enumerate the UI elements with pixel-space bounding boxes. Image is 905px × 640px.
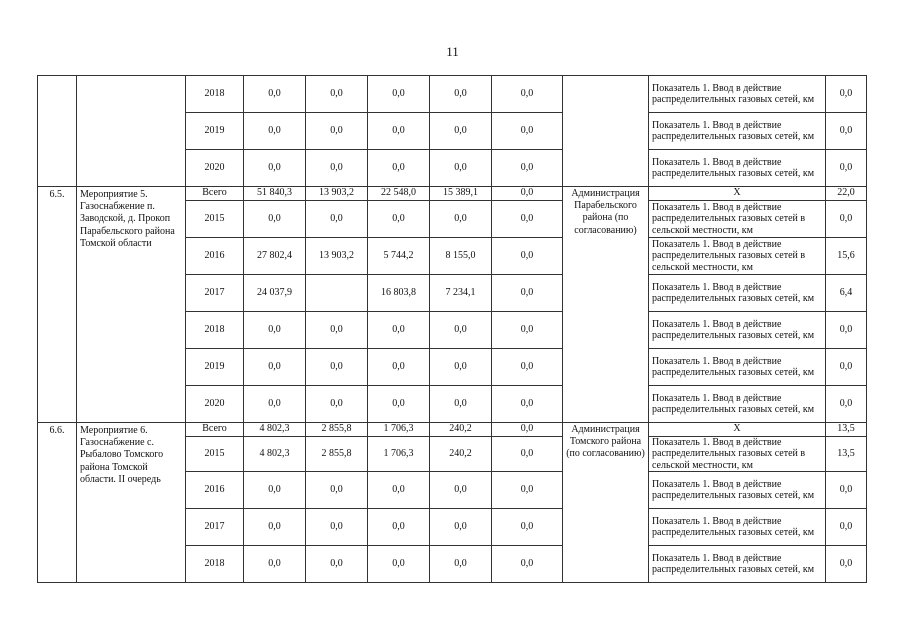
program-table [37,75,867,583]
table-row [38,423,867,437]
value-cell: 0,0 [306,76,368,113]
value-cell: 0,0 [492,312,563,349]
value-cell: 1 706,3 [368,423,430,437]
indicator-value-cell: 0,0 [826,508,867,545]
value-cell: 0,0 [244,545,306,582]
indicator-value-cell: 22,0 [826,187,867,201]
indicator-cell: Х [649,187,826,201]
value-cell: 0,0 [244,386,306,423]
value-cell: 0,0 [244,471,306,508]
value-cell: 0,0 [492,508,563,545]
value-cell [306,275,368,312]
value-cell: 0,0 [306,150,368,187]
indicator-cell: Показатель 1. Ввод в действие распределительных газовых сетей, км [649,312,826,349]
value-cell: 0,0 [306,113,368,150]
year-cell: Всего [186,187,244,201]
item-number-cell [38,76,77,187]
value-cell: 0,0 [244,508,306,545]
value-cell: 0,0 [244,312,306,349]
value-cell: 0,0 [492,471,563,508]
value-cell: 0,0 [430,545,492,582]
value-cell: 2 855,8 [306,423,368,437]
year-cell: 2016 [186,471,244,508]
year-cell: 2019 [186,113,244,150]
indicator-cell: Показатель 1. Ввод в действие распределительных газовых сетей, км [649,471,826,508]
value-cell: 0,0 [244,150,306,187]
value-cell: 0,0 [368,545,430,582]
indicator-cell: Показатель 1. Ввод в действие распределительных газовых сетей, км [649,113,826,150]
indicator-value-cell: 0,0 [826,545,867,582]
year-cell: 2017 [186,275,244,312]
value-cell: 13 903,2 [306,187,368,201]
year-cell: 2015 [186,201,244,238]
value-cell: 0,0 [244,76,306,113]
value-cell: 1 706,3 [368,437,430,472]
year-cell: 2017 [186,508,244,545]
value-cell: 22 548,0 [368,187,430,201]
indicator-cell: Показатель 1. Ввод в действие распределительных газовых сетей, км [649,150,826,187]
indicator-value-cell: 0,0 [826,312,867,349]
value-cell: 0,0 [368,386,430,423]
value-cell: 0,0 [244,113,306,150]
indicator-cell: Показатель 1. Ввод в действие распределительных газовых сетей, км [649,386,826,423]
indicator-cell: Показатель 1. Ввод в действие распределительных газовых сетей, км [649,76,826,113]
year-cell: 2019 [186,349,244,386]
value-cell: 0,0 [492,187,563,201]
value-cell: 24 037,9 [244,275,306,312]
value-cell: 16 803,8 [368,275,430,312]
table-row [38,187,867,201]
value-cell: 0,0 [430,471,492,508]
indicator-cell: Показатель 1. Ввод в действие распределительных газовых сетей, км [649,508,826,545]
responsible-cell [563,76,649,187]
value-cell: 0,0 [492,113,563,150]
value-cell: 0,0 [244,201,306,238]
value-cell: 0,0 [430,201,492,238]
value-cell: 0,0 [430,150,492,187]
indicator-cell: Показатель 1. Ввод в действие распределительных газовых сетей, км [649,349,826,386]
indicator-value-cell: 0,0 [826,150,867,187]
table-row [38,76,867,113]
indicator-value-cell: 13,5 [826,437,867,472]
indicator-value-cell: 15,6 [826,238,867,275]
indicator-value-cell: 0,0 [826,201,867,238]
value-cell: 0,0 [368,471,430,508]
value-cell: 0,0 [492,545,563,582]
value-cell: 0,0 [430,349,492,386]
value-cell: 27 802,4 [244,238,306,275]
indicator-value-cell: 0,0 [826,349,867,386]
value-cell: 15 389,1 [430,187,492,201]
indicator-value-cell: 0,0 [826,113,867,150]
value-cell: 0,0 [492,386,563,423]
value-cell: 0,0 [368,312,430,349]
value-cell: 0,0 [368,349,430,386]
indicator-value-cell: 0,0 [826,386,867,423]
value-cell: 0,0 [368,76,430,113]
indicator-cell: Показатель 1. Ввод в действие распределительных газовых сетей, км [649,275,826,312]
year-cell: 2018 [186,312,244,349]
value-cell: 240,2 [430,437,492,472]
responsible-cell: Администрация Томского района (по согласованию) [563,423,649,583]
value-cell: 0,0 [492,349,563,386]
value-cell: 0,0 [430,386,492,423]
value-cell: 4 802,3 [244,437,306,472]
indicator-value-cell: 6,4 [826,275,867,312]
value-cell: 4 802,3 [244,423,306,437]
value-cell: 0,0 [306,471,368,508]
item-number-cell: 6.6. [38,423,77,583]
value-cell: 8 155,0 [430,238,492,275]
indicator-cell: Показатель 1. Ввод в действие распределительных газовых сетей в сельской местности, км [649,201,826,238]
item-name-cell [77,76,186,187]
value-cell: 0,0 [306,386,368,423]
indicator-cell: Показатель 1. Ввод в действие распределительных газовых сетей в сельской местности, км [649,238,826,275]
page-number: 11 [446,44,459,59]
indicator-value-cell: 0,0 [826,76,867,113]
value-cell: 240,2 [430,423,492,437]
year-cell: 2015 [186,437,244,472]
value-cell: 5 744,2 [368,238,430,275]
year-cell: 2018 [186,545,244,582]
responsible-cell: Администрация Парабельского района (по согласованию) [563,187,649,423]
year-cell: 2016 [186,238,244,275]
value-cell: 0,0 [492,275,563,312]
item-name-cell: Мероприятие 5. Газоснабжение п. Заводской, д. Прокоп Парабельского района Томской области [77,187,186,423]
value-cell: 0,0 [306,312,368,349]
value-cell: 0,0 [430,76,492,113]
value-cell: 0,0 [492,423,563,437]
value-cell: 0,0 [430,508,492,545]
indicator-cell: Показатель 1. Ввод в действие распределительных газовых сетей в сельской местности, км [649,437,826,472]
indicator-value-cell: 13,5 [826,423,867,437]
value-cell: 0,0 [492,201,563,238]
indicator-value-cell: 0,0 [826,471,867,508]
value-cell: 0,0 [368,150,430,187]
value-cell: 0,0 [306,545,368,582]
year-cell: 2018 [186,76,244,113]
year-cell: 2020 [186,150,244,187]
value-cell: 51 840,3 [244,187,306,201]
indicator-cell: Х [649,423,826,437]
value-cell: 2 855,8 [306,437,368,472]
item-number-cell: 6.5. [38,187,77,423]
value-cell: 0,0 [368,113,430,150]
item-name-cell: Мероприятие 6. Газоснабжение с. Рыбалово Томского района Томской области. II очередь [77,423,186,583]
indicator-cell: Показатель 1. Ввод в действие распределительных газовых сетей, км [649,545,826,582]
value-cell: 7 234,1 [430,275,492,312]
value-cell: 0,0 [244,349,306,386]
value-cell: 0,0 [492,76,563,113]
value-cell: 0,0 [430,113,492,150]
value-cell: 0,0 [306,201,368,238]
value-cell: 0,0 [306,508,368,545]
value-cell: 0,0 [430,312,492,349]
value-cell: 0,0 [368,201,430,238]
value-cell: 0,0 [492,437,563,472]
value-cell: 0,0 [492,238,563,275]
year-cell: 2020 [186,386,244,423]
year-cell: Всего [186,423,244,437]
value-cell: 0,0 [492,150,563,187]
value-cell: 0,0 [306,349,368,386]
value-cell: 0,0 [368,508,430,545]
value-cell: 13 903,2 [306,238,368,275]
